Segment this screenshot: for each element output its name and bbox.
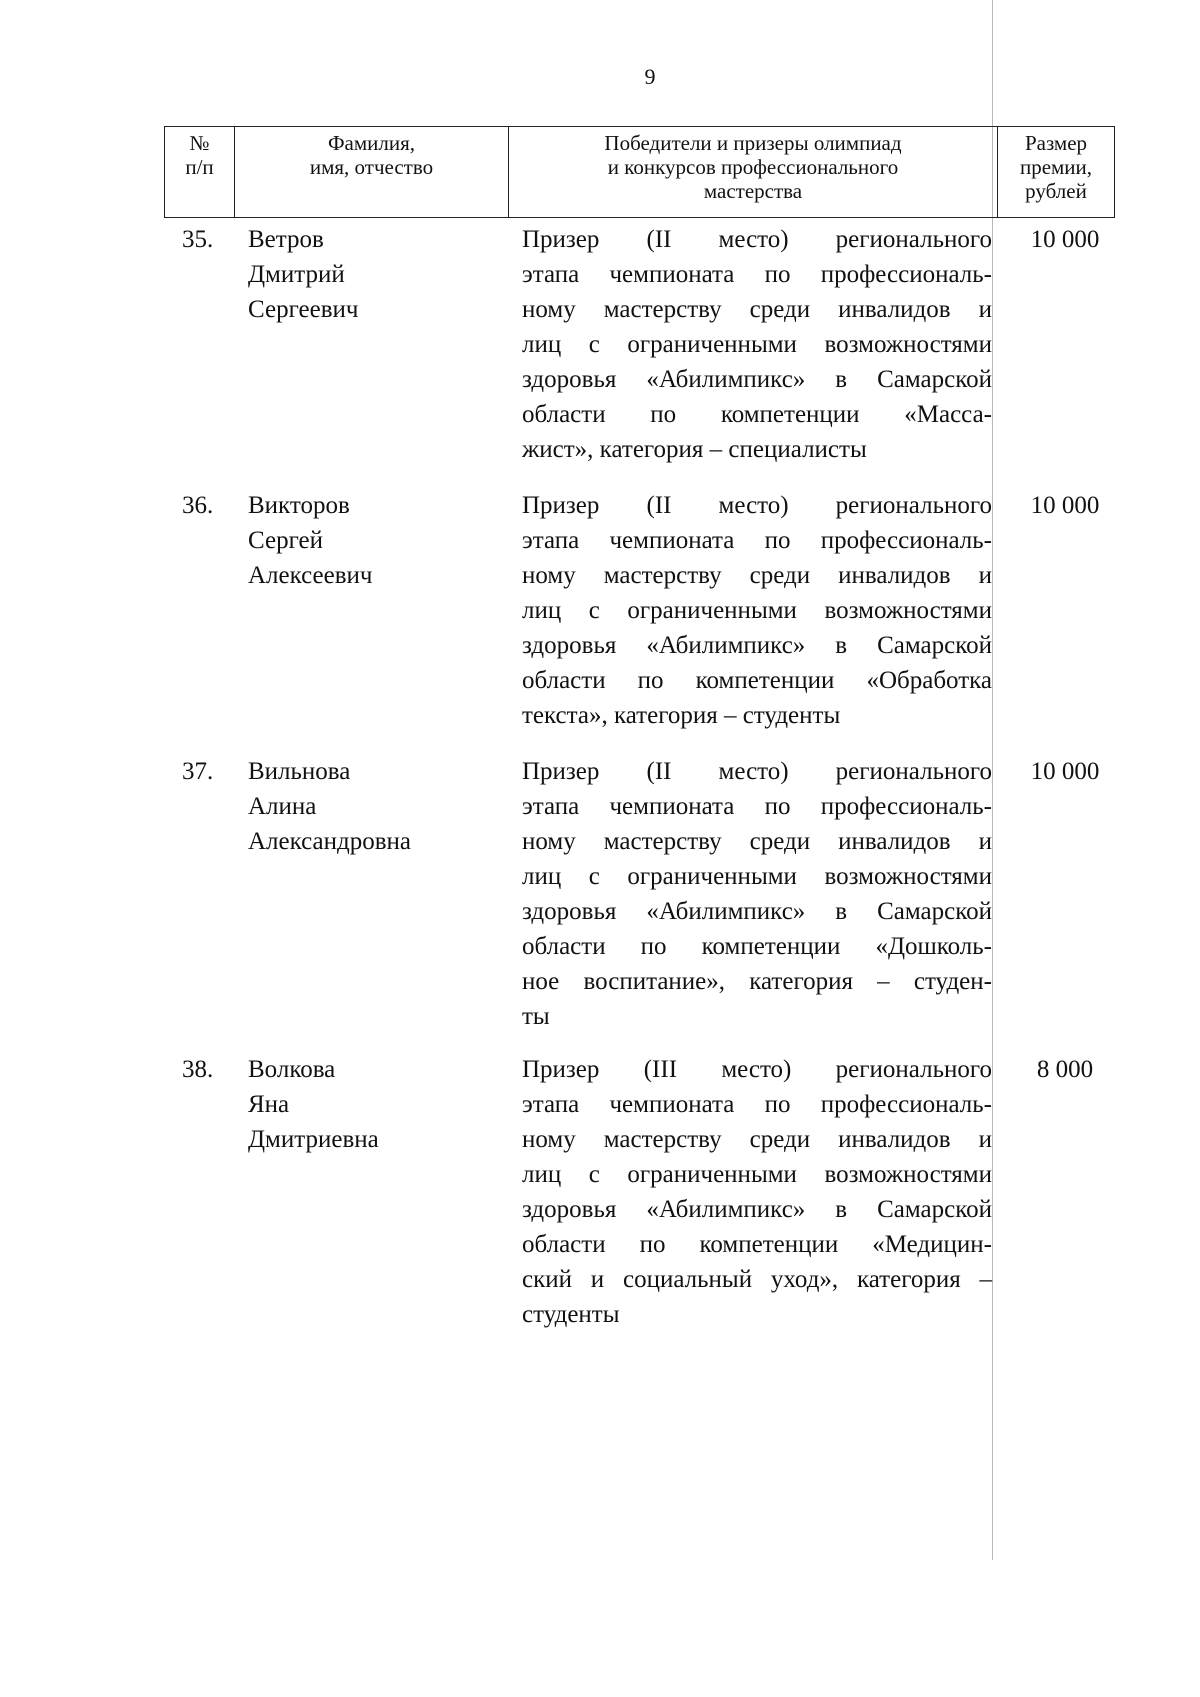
description-line: ному мастерству среди инвалидов и — [522, 562, 992, 589]
table-header — [164, 126, 1115, 218]
name-line: Волкова — [248, 1056, 336, 1083]
header-description-column — [509, 127, 998, 217]
header-prize-line: Размер — [1024, 131, 1088, 155]
name-line: Яна — [248, 1091, 290, 1118]
award-description — [522, 488, 992, 733]
header-prize-column — [998, 127, 1114, 217]
description-line: Призер (II место) регионального — [522, 492, 992, 519]
name-line: Викторов — [248, 492, 350, 519]
header-name-line: имя, отчество — [309, 155, 434, 179]
prize-amount: 10 000 — [1030, 492, 1100, 519]
header-description-line: Победители и призеры олимпиад — [604, 131, 902, 155]
description-line: этапа чемпионата по профессиональ- — [522, 261, 992, 288]
description-line: этапа чемпионата по профессиональ- — [522, 527, 992, 554]
row-number: 36. — [182, 492, 214, 519]
header-prize-line: рублей — [1025, 179, 1087, 203]
description-line: области по компетенции «Медицин- — [522, 1231, 992, 1258]
award-description — [522, 754, 992, 1034]
name-line: Дмитрий — [248, 261, 345, 288]
description-line: Призер (II место) регионального — [522, 226, 992, 253]
row-number: 35. — [182, 226, 214, 253]
header-number-line: п/п — [185, 155, 214, 179]
header-name-line: Фамилия, — [327, 131, 416, 155]
description-line: Призер (II место) регионального — [522, 758, 992, 785]
scan-vertical-line — [992, 0, 993, 1560]
prize-amount: 8 000 — [1036, 1056, 1094, 1083]
page-number: 9 — [644, 64, 656, 89]
header-name-column — [235, 127, 509, 217]
description-line: ному мастерству среди инвалидов и — [522, 296, 992, 323]
description-line: здоровья «Абилимпикс» в Самарской — [522, 1196, 992, 1223]
description-line: лиц с ограниченными возможностями — [522, 863, 992, 890]
header-description-line: и конкурсов профессионального — [607, 155, 899, 179]
header-prize-line: премии, — [1019, 155, 1093, 179]
person-name — [248, 1052, 508, 1157]
person-name — [248, 222, 508, 327]
row-number: 37. — [182, 758, 214, 785]
description-line: лиц с ограниченными возможностями — [522, 597, 992, 624]
name-line: Вильнова — [248, 758, 351, 785]
description-line: области по компетенции «Дошколь- — [522, 933, 992, 960]
description-line: здоровья «Абилимпикс» в Самарской — [522, 366, 992, 393]
description-line: лиц с ограниченными возможностями — [522, 1161, 992, 1188]
description-line: Призер (III место) регионального — [522, 1056, 992, 1083]
description-line: ному мастерству среди инвалидов и — [522, 828, 992, 855]
name-line: Сергеевич — [248, 296, 359, 323]
name-line: Алина — [248, 793, 317, 820]
row-number: 38. — [182, 1056, 214, 1083]
description-line: здоровья «Абилимпикс» в Самарской — [522, 898, 992, 925]
name-line: Алексеевич — [248, 562, 373, 589]
description-line: этапа чемпионата по профессиональ- — [522, 793, 992, 820]
description-line: области по компетенции «Масса- — [522, 401, 992, 428]
name-line: Дмитриевна — [248, 1126, 379, 1153]
description-line: ному мастерству среди инвалидов и — [522, 1126, 992, 1153]
description-line: области по компетенции «Обработка — [522, 667, 992, 694]
description-line: лиц с ограниченными возможностями — [522, 331, 992, 358]
description-line: этапа чемпионата по профессиональ- — [522, 1091, 992, 1118]
prize-amount: 10 000 — [1030, 226, 1100, 253]
header-number-column — [165, 127, 235, 217]
header-number-line: № — [189, 131, 210, 155]
description-line: студенты — [522, 1301, 620, 1328]
description-line: здоровья «Абилимпикс» в Самарской — [522, 632, 992, 659]
name-line: Сергей — [248, 527, 323, 554]
description-line: жист», категория – специалисты — [522, 436, 867, 463]
description-line: ное воспитание», категория – студен- — [522, 968, 992, 995]
name-line: Александровна — [248, 828, 412, 855]
person-name — [248, 754, 508, 859]
header-description-line: мастерства — [703, 179, 803, 203]
description-line: текста», категория – студенты — [522, 702, 841, 729]
person-name — [248, 488, 508, 593]
name-line: Ветров — [248, 226, 324, 253]
award-description — [522, 1052, 992, 1332]
description-line: ский и социальный уход», категория – — [522, 1266, 992, 1293]
prize-amount: 10 000 — [1030, 758, 1100, 785]
description-line: ты — [522, 1003, 550, 1030]
award-description — [522, 222, 992, 467]
